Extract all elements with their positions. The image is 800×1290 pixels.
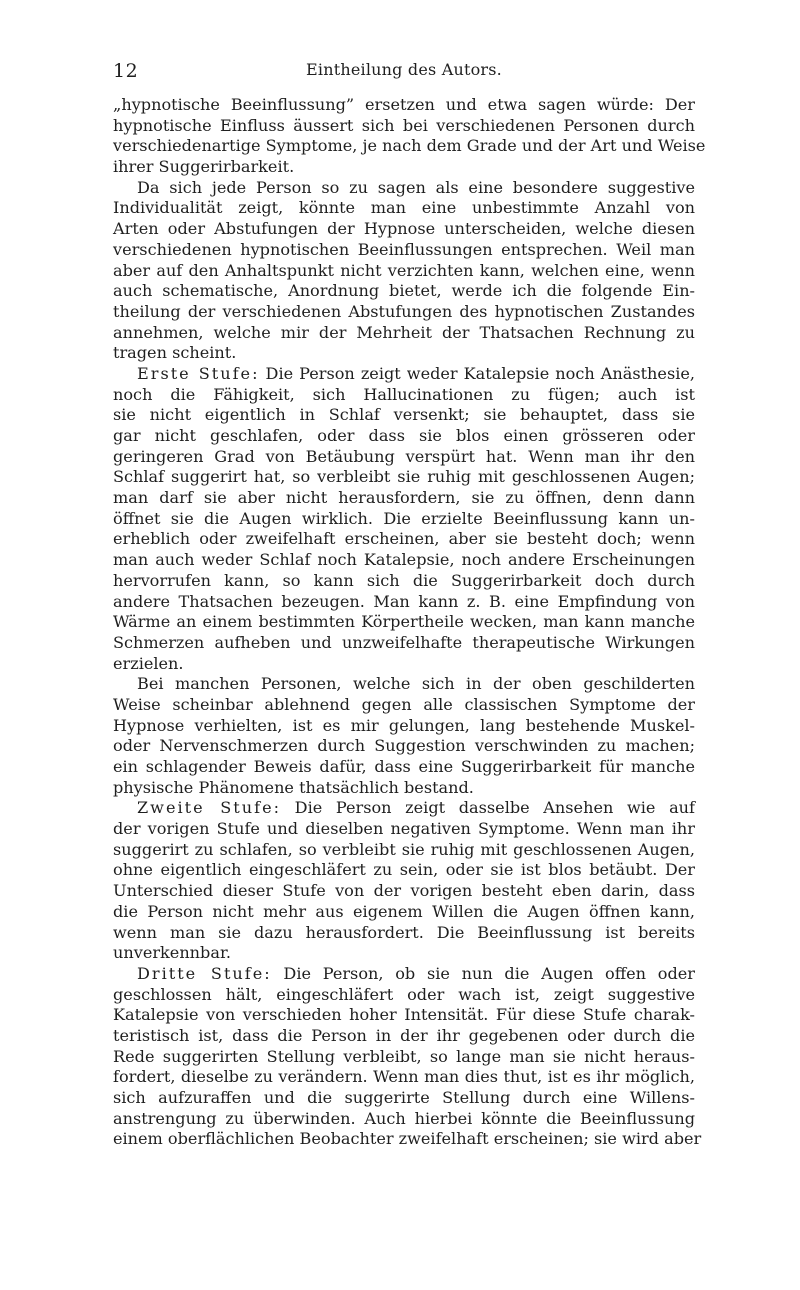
line-text: erheblich oder zweifelhaft erscheinen, aber sie besteht doch; wenn — [113, 529, 695, 549]
text-line — [113, 571, 695, 592]
text-line — [113, 1047, 695, 1068]
line-text: Schlaf suggerirt hat, so verbleibt sie ruhig mit geschlossenen Augen; — [113, 467, 695, 487]
text-line — [113, 426, 695, 447]
text-line — [113, 902, 695, 923]
line-text: annehmen, welche mir der Mehrheit der Thatsachen Rechnung zu — [113, 322, 695, 342]
text-line — [113, 550, 695, 571]
line-text: man darf sie aber nicht herausfordern, sie zu öffnen, denn dann — [113, 488, 695, 508]
line-text: ein schlagender Beweis dafür, dass eine Suggerirbarkeit für manche — [113, 757, 695, 776]
line-text: einem oberflächlichen Beobachter zweifelhaft erscheinen; sie wird aber — [113, 1129, 702, 1149]
text-line — [113, 1005, 695, 1026]
text-line — [113, 923, 695, 944]
line-text: teristisch ist, dass die Person in der ihr gegebenen oder durch die — [113, 1025, 695, 1045]
line-text: die Person nicht mehr aus eigenem Willen die Augen öffnen kann, — [113, 901, 695, 921]
text-line — [113, 1067, 695, 1088]
line-text: erzielen. — [113, 653, 184, 673]
text-line — [113, 95, 695, 116]
line-text: der vorigen Stufe und dieselben negativen Symptome. Wenn man ihr — [113, 819, 695, 839]
text-line — [113, 447, 695, 468]
line-text: sich aufzuraffen und die suggerirte Stellung durch eine Willens- — [113, 1088, 695, 1107]
line-text: oder Nervenschmerzen durch Suggestion verschwinden zu machen; — [113, 736, 695, 756]
text-line — [113, 1129, 702, 1150]
line-text: aber auf den Anhaltspunkt nicht verzichten kann, welchen eine, wenn — [113, 260, 695, 280]
line-text: gar nicht geschlafen, oder dass sie blos einen grösseren oder — [113, 426, 695, 445]
line-text: Da sich jede Person so zu sagen als eine besondere suggestive — [137, 177, 695, 197]
line-text: Die Person, ob sie nun die Augen offen oder — [271, 963, 695, 983]
line-text: unverkennbar. — [113, 943, 231, 963]
line-text: Rede suggerirten Stellung verbleibt, so lange man sie nicht heraus- — [113, 1046, 695, 1066]
stage-heading: Zweite Stufe: — [137, 798, 282, 818]
text-line — [113, 633, 695, 654]
text-line — [113, 302, 695, 323]
text-line — [113, 819, 695, 840]
text-line — [113, 716, 695, 737]
line-text: hypnotische Einfluss äussert sich bei verschiedenen Personen durch — [113, 115, 695, 135]
running-head: Eintheilung des Autors. — [306, 60, 502, 79]
line-text: sie nicht eigentlich in Schlaf versenkt; sie behauptet, dass sie — [113, 405, 695, 425]
text-line — [113, 1026, 695, 1047]
line-text: noch die Fähigkeit, sich Hallucinationen zu fügen; auch ist — [113, 384, 695, 404]
text-line — [113, 592, 695, 613]
text-line — [113, 467, 695, 488]
line-text: Die Person zeigt dasselbe Ansehen wie auf — [281, 798, 695, 818]
line-text: geschlossen hält, eingeschläfert oder wach ist, zeigt suggestive — [113, 984, 695, 1004]
text-line — [113, 136, 706, 157]
line-text: verschiedenartige Symptome, je nach dem Grade und der Art und Weise — [113, 136, 706, 156]
text-line — [113, 219, 695, 240]
text-line — [113, 778, 695, 799]
text-line — [113, 385, 695, 406]
text-line — [113, 840, 695, 861]
text-line — [113, 881, 695, 902]
text-line — [113, 654, 695, 675]
text-line — [113, 405, 695, 426]
text-line — [113, 860, 695, 881]
line-text: Katalepsie von verschieden hoher Intensität. Für diese Stufe charak- — [113, 1005, 695, 1025]
line-text: theilung der verschiedenen Abstufungen des hypnotischen Zustandes — [113, 301, 695, 321]
line-text: auch schematische, Anordnung bietet, werde ich die folgende Ein- — [113, 281, 695, 301]
line-text: andere Thatsachen bezeugen. Man kann z. B. eine Empfindung von — [113, 591, 695, 611]
text-line — [113, 509, 695, 530]
page-header — [113, 60, 695, 82]
text-line — [113, 343, 695, 364]
text-line — [113, 798, 695, 819]
text-line — [113, 178, 695, 199]
page-number: 12 — [113, 60, 139, 82]
line-text: Die Person zeigt weder Katalepsie noch Anästhesie, — [259, 363, 695, 383]
text-line — [113, 1088, 695, 1109]
text-line — [113, 695, 695, 716]
stage-heading: Erste Stufe: — [137, 363, 260, 383]
text-line — [113, 240, 695, 261]
line-text: geringeren Grad von Betäubung verspürt hat. Wenn man ihr den — [113, 446, 695, 466]
line-text: Unterschied dieser Stufe von der vorigen besteht eben darin, dass — [113, 881, 695, 901]
line-text: Bei manchen Personen, welche sich in der oben geschilderten — [137, 674, 695, 694]
text-line — [113, 612, 695, 633]
text-line — [113, 529, 695, 550]
text-line — [113, 323, 695, 344]
text-line — [113, 985, 695, 1006]
text-line — [113, 674, 695, 695]
line-text: physische Phänomene thatsächlich bestand. — [113, 777, 474, 797]
text-line — [113, 488, 695, 509]
stage-heading: Dritte Stufe: — [137, 963, 272, 983]
text-line — [113, 281, 695, 302]
line-text: Arten oder Abstufungen der Hypnose unterscheiden, welche diesen — [113, 219, 695, 239]
line-text: suggerirt zu schlafen, so verbleibt sie ruhig mit geschlossenen Augen, — [113, 839, 695, 859]
text-line — [113, 198, 695, 219]
line-text: fordert, dieselbe zu verändern. Wenn man dies thut, ist es ihr möglich, — [113, 1067, 695, 1087]
text-line — [113, 261, 695, 282]
text-line — [113, 757, 695, 778]
line-text: Hypnose verhielten, ist es mir gelungen, lang bestehende Muskel- — [113, 715, 695, 735]
line-text: man auch weder Schlaf noch Katalepsie, noch andere Erscheinungen — [113, 550, 695, 570]
text-line — [113, 157, 695, 178]
line-text: verschiedenen hypnotischen Beeinflussungen entsprechen. Weil man — [113, 239, 695, 259]
text-line — [113, 116, 695, 137]
line-text: Schmerzen aufheben und unzweifelhafte therapeutische Wirkungen — [113, 632, 695, 652]
text-line — [113, 964, 695, 985]
text-line — [113, 364, 695, 385]
line-text: wenn man sie dazu herausfordert. Die Beeinflussung ist bereits — [113, 922, 695, 942]
text-line — [113, 943, 695, 964]
line-text: ohne eigentlich eingeschläfert zu sein, oder sie ist blos betäubt. Der — [113, 860, 695, 880]
line-text: Wärme an einem bestimmten Körpertheile wecken, man kann manche — [113, 612, 695, 632]
line-text: tragen scheint. — [113, 343, 237, 363]
text-line — [113, 1109, 695, 1130]
line-text: Individualität zeigt, könnte man eine unbestimmte Anzahl von — [113, 198, 695, 218]
line-text: hervorrufen kann, so kann sich die Suggerirbarkeit doch durch — [113, 570, 695, 590]
line-text: Weise scheinbar ablehnend gegen alle classischen Symptome der — [113, 694, 695, 714]
line-text: ihrer Suggerirbarkeit. — [113, 157, 295, 177]
line-text: „hypnotische Beeinflussung” ersetzen und etwa sagen würde: Der — [113, 95, 695, 114]
line-text: anstrengung zu überwinden. Auch hierbei könnte die Beeinflussung — [113, 1108, 695, 1128]
body-text — [113, 95, 706, 1150]
text-line — [113, 736, 695, 757]
line-text: öffnet sie die Augen wirklich. Die erzielte Beeinflussung kann un- — [113, 508, 695, 528]
